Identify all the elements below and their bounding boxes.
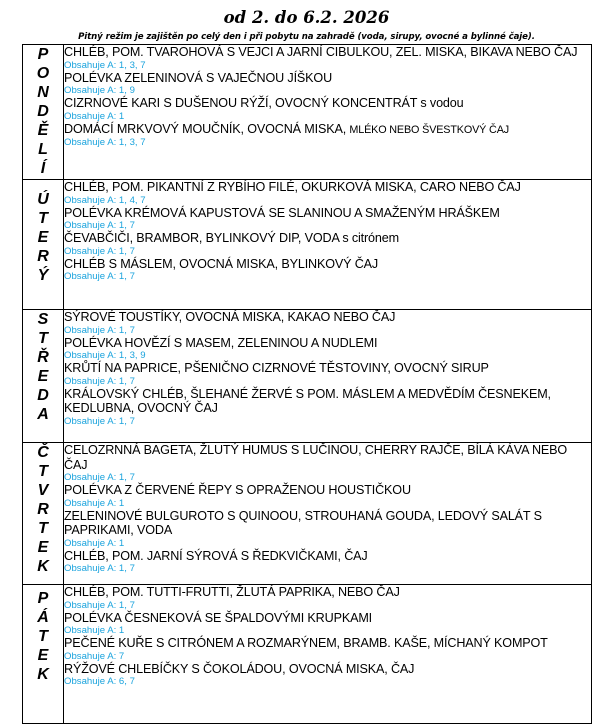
allergen-info: Obsahuje A: 1, 3, 7 xyxy=(64,137,146,148)
day-row-thursday xyxy=(23,443,592,585)
allergen-info: Obsahuje A: 1, 3, 7 xyxy=(64,59,146,71)
day-name-vertical: Č T V R T E K xyxy=(37,444,49,575)
meal-name: CIZRNOVÉ KARI S DUŠENOU RÝŽÍ, OVOCNÝ KONCENTRÁT s vodou xyxy=(64,96,464,110)
day-name-vertical: P Á T E K xyxy=(37,590,49,683)
page-title: od 2. do 6.2. 2026 xyxy=(223,8,390,27)
day-label-cell xyxy=(23,443,64,585)
day-row-tuesday xyxy=(23,180,592,310)
meal-item xyxy=(64,636,591,662)
meal-item xyxy=(64,509,591,549)
meal-item xyxy=(64,662,591,688)
meals-cell xyxy=(64,180,592,310)
meal-item xyxy=(64,443,591,483)
meal-name: POLÉVKA ZELENINOVÁ S VAJEČNOU JÍŠKOU xyxy=(64,70,333,85)
day-row-wednesday xyxy=(23,310,592,443)
day-label-cell xyxy=(23,180,64,310)
meal-item xyxy=(64,122,591,149)
meals-cell xyxy=(64,310,592,443)
meals-cell xyxy=(64,45,592,180)
meals-cell xyxy=(64,443,592,585)
allergen-info: Obsahuje A: 1 xyxy=(64,110,125,122)
meal-item xyxy=(64,585,591,611)
day-label-cell xyxy=(23,585,64,724)
meal-name: KRÁLOVSKÝ CHLÉB, ŠLEHANÉ ŽERVÉ S POM. MÁSLEM A MEDVĚDÍM ČESNEKEM, KEDLUBNA, OVOCNÝ ČAJ xyxy=(64,386,551,415)
meal-item xyxy=(64,611,591,637)
day-row-monday xyxy=(23,45,592,180)
meal-name: CHLÉB, POM. TVAROHOVÁ S VEJCI A JARNÍ CIBULKOU, ZEL. MISKA, BIKAVA NEBO ČAJ xyxy=(64,45,578,59)
allergen-info: Obsahuje A: 1, 3, 9 xyxy=(64,350,146,361)
allergen-info: Obsahuje A: 1, 7 xyxy=(64,324,135,336)
meal-name: CHLÉB, POM. TUTTI-FRUTTI, ŽLUTÁ PAPRIKA, NEBO ČAJ xyxy=(64,585,400,599)
meal-name: POLÉVKA KRÉMOVÁ KAPUSTOVÁ SE SLANINOU A SMAŽENÝM HRÁŠKEM xyxy=(64,205,500,220)
meal-name: CHLÉB, POM. PIKANTNÍ Z RYBÍHO FILÉ, OKURKOVÁ MISKA, CARO NEBO ČAJ xyxy=(64,180,521,194)
allergen-info: Obsahuje A: 1, 7 xyxy=(64,415,135,427)
meal-item xyxy=(64,483,591,509)
allergen-info: Obsahuje A: 1, 7 xyxy=(64,599,135,611)
allergen-info: Obsahuje A: 1 xyxy=(64,537,125,549)
allergen-info: Obsahuje A: 1, 9 xyxy=(64,85,135,96)
meal-item xyxy=(64,387,591,427)
meal-item xyxy=(64,310,591,336)
meal-name: ZELENINOVÉ BULGUROTO S QUINOOU, STROUHANÁ GOUDA, LEDOVÝ SALÁT S PAPRIKAMI, VODA xyxy=(64,508,542,537)
meal-item xyxy=(64,549,591,575)
meal-name-small: MLÉKO NEBO ŠVESTKOVÝ ČAJ xyxy=(349,123,509,136)
allergen-info: Obsahuje A: 1 xyxy=(64,497,125,509)
meals-cell xyxy=(64,585,592,724)
meal-name: CELOZRNNÁ BAGETA, ŽLUTÝ HUMUS S LUČINOU, CHERRY RAJČE, BÍLÁ KÁVA NEBO ČAJ xyxy=(64,443,568,472)
allergen-info: Obsahuje A: 1, 7 xyxy=(64,271,135,282)
meal-name: POLÉVKA ČESNEKOVÁ SE ŠPALDOVÝMI KRUPKAMI xyxy=(64,610,373,625)
allergen-info: Obsahuje A: 1, 7 xyxy=(64,220,135,231)
allergen-info: Obsahuje A: 1, 7 xyxy=(64,245,135,257)
meal-item xyxy=(64,180,591,206)
meal-name: POLÉVKA HOVĚZÍ S MASEM, ZELENINOU A NUDLEMI xyxy=(64,335,378,350)
meal-item xyxy=(64,45,591,71)
day-row-friday xyxy=(23,585,592,724)
allergen-info: Obsahuje A: 1 xyxy=(64,625,125,636)
meal-item xyxy=(64,257,591,283)
meal-name: SÝROVÉ TOUSTÍKY, OVOCNÁ MISKA, KAKAO NEBO ČAJ xyxy=(64,310,396,324)
meal-item xyxy=(64,71,591,97)
allergen-info: Obsahuje A: 1, 7 xyxy=(64,472,135,483)
day-label-cell xyxy=(23,45,64,180)
meal-name: CHLÉB S MÁSLEM, OVOCNÁ MISKA, BYLINKOVÝ ČAJ xyxy=(64,256,379,271)
meal-name: CHLÉB, POM. JARNÍ SÝROVÁ S ŘEDKVIČKAMI, ČAJ xyxy=(64,548,368,563)
meal-name: PEČENÉ KUŘE S CITRÓNEM A ROZMARÝNEM, BRAMB. KAŠE, MÍCHANÝ KOMPOT xyxy=(64,636,548,650)
meal-name: POLÉVKA Z ČERVENÉ ŘEPY S OPRAŽENOU HOUSTIČKOU xyxy=(64,483,411,497)
meal-item xyxy=(64,231,591,257)
allergen-info: Obsahuje A: 6, 7 xyxy=(64,676,135,687)
allergen-info: Obsahuje A: 1, 7 xyxy=(64,375,135,387)
day-name-vertical: S T Ř E D A xyxy=(37,311,49,423)
meal-name: DOMÁCÍ MRKVOVÝ MOUČNÍK, OVOCNÁ MISKA, MLÉKO NEBO ŠVESTKOVÝ ČAJ xyxy=(64,121,509,136)
allergen-info: Obsahuje A: 1, 4, 7 xyxy=(64,194,146,206)
day-label-cell xyxy=(23,310,64,443)
day-name-vertical: P O N D Ě L Í xyxy=(36,46,50,177)
meal-item xyxy=(64,361,591,387)
meal-item xyxy=(64,336,591,362)
meal-name: KRŮTÍ NA PAPRICE, PŠENIČNO CIZRNOVÉ TĚSTOVINY, OVOCNÝ SIRUP xyxy=(64,361,489,375)
drinking-regime-note: Pitný režim je zajištěn po celý den i při pobytu na zahradě (voda, sirupy, ovocné a bylinné čaje). xyxy=(78,32,535,42)
meal-name: ČEVABČIČI, BRAMBOR, BYLINKOVÝ DIP, VODA s citrónem xyxy=(64,231,399,245)
day-name-vertical: Ú T E R Ý xyxy=(37,191,49,284)
meal-item xyxy=(64,206,591,232)
meal-name: RÝŽOVÉ CHLEBÍČKY S ČOKOLÁDOU, OVOCNÁ MISKA, ČAJ xyxy=(64,661,415,676)
meal-item xyxy=(64,96,591,122)
allergen-info: Obsahuje A: 7 xyxy=(64,650,125,662)
weekly-menu-table xyxy=(22,44,592,724)
allergen-info: Obsahuje A: 1, 7 xyxy=(64,563,135,574)
